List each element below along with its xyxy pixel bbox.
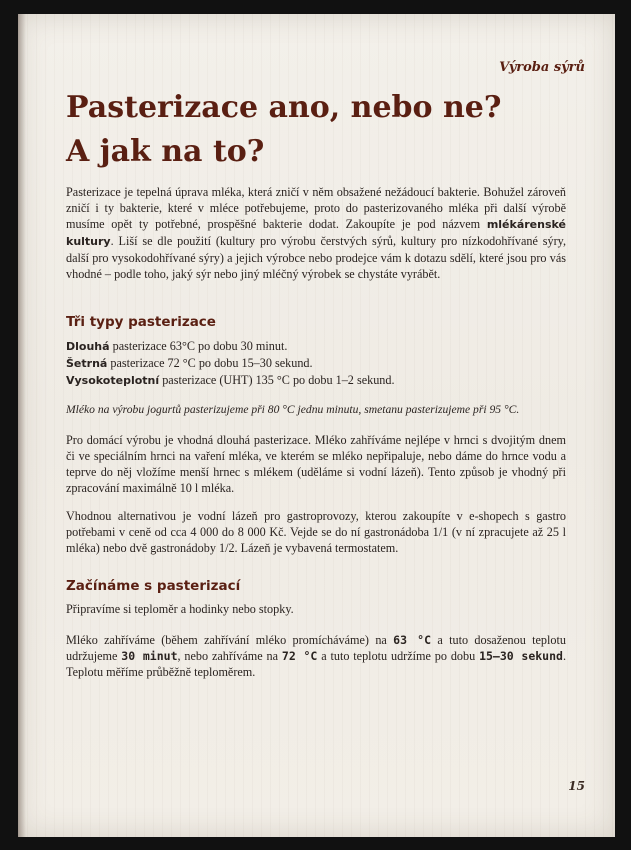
home-production-paragraph: Pro domácí výrobu je vhodná dlouhá pasterizace. Mléko zahříváme nejlépe v hrnci s dvojitým dnem či ve speciálním hrnci na vaření mléka, ve kterém se mléko nepřipaluje, nebo dáme do hrnce vodu a teprve do něj vložíme menší hrnec s mlékem (uděláme si vodní lázeň). Tento způsob je vhodný při zpracování maximálně 10 l mléka.	[66, 433, 566, 495]
running-head: Výroba sýrů	[499, 60, 585, 75]
heat-text-a: Mléko zahříváme (během zahřívání mléko promícháváme) na	[66, 633, 394, 647]
book-page	[18, 14, 615, 837]
title-line-2: A jak na to?	[66, 134, 265, 169]
temp-63: 63 °C	[393, 633, 432, 647]
type-text: pasterizace 63°C po dobu 30 minut.	[109, 339, 288, 353]
section-heading-types: Tři typy pasterizace	[66, 314, 216, 330]
list-item	[66, 372, 566, 389]
alternative-paragraph: Vhodnou alternativou je vodní lázeň pro gastroprovozy, kterou zakoupíte v e-shopech s gastro potřebami v ceně od cca 4 000 do 8 000 Kč. Vejde se do ní gastronádoba 1/1 (v ní zpracujete až 25 l mléka) nebo dvě gastronádoby 1/2. Lázeň je vybavená termostatem.	[66, 509, 566, 555]
type-label: Dlouhá	[66, 340, 110, 353]
page-number: 15	[568, 779, 585, 793]
yogurt-note: Mléko na výrobu jogurtů pasterizujeme při 80 °C jednu minutu, smetanu pasterizujeme při 95 °C.	[66, 403, 520, 416]
list-item	[66, 355, 566, 372]
type-text: pasterizace (UHT) 135 °C po dobu 1–2 sekund.	[159, 373, 395, 387]
intro-text-a: Pasterizace je tepelná úprava mléka, která zničí v něm obsažené nežádoucí bakterie. Bohužel zároveň zničí i ty bakterie, které v mléce potřebujeme, proto do pasterizovaného mléka při další výrobě musíme opět ty potřebné, prospěšné bakterie dodat. Zakoupíte je pod názvem	[66, 185, 566, 231]
intro-bold-term: mlékárenské kultury	[66, 218, 566, 248]
heating-paragraph	[66, 632, 566, 680]
type-text: pasterizace 72 °C po dobu 15–30 sekund.	[107, 356, 313, 370]
title-line-1: Pasterizace ano, nebo ne?	[66, 90, 502, 125]
duration-15-30s: 15–30 sekund	[479, 649, 563, 663]
page-gutter-shadow	[18, 14, 26, 837]
prepare-paragraph: Připravíme si teploměr a hodinky nebo stopky.	[66, 602, 294, 616]
pasteurization-types-list	[66, 338, 566, 389]
heat-text-d: , nebo zahříváme na	[177, 649, 282, 663]
duration-30min: 30 minut	[121, 649, 178, 663]
heat-text-e: a tuto teplotu udržíme po dobu	[317, 649, 480, 663]
heat-text-c: a tuto dosaženou teplotu udržujeme	[66, 633, 566, 663]
list-item	[66, 338, 566, 355]
intro-text-b: . Liší se dle použití (kultury pro výrobu čerstvých sýrů, kultury pro nízkodohřívané sýry, další pro vysokodohřívané sýry) a jejich výrobce nebo prodejce vám k dotazu sdělí, které jsou pro vás vhodné – podle toho, jaký sýr nebo jiný mléčný výrobek se chystáte vyrábět.	[66, 234, 566, 281]
page-title	[66, 86, 586, 174]
heat-text-f: . Teplotu měříme průběžně teploměrem.	[66, 649, 567, 679]
temp-72: 72 °C	[281, 649, 318, 663]
intro-paragraph	[66, 184, 566, 282]
section-heading-start: Začínáme s pasterizací	[66, 578, 241, 594]
type-label: Šetrná	[66, 357, 108, 370]
type-label: Vysokoteplotní	[66, 374, 160, 387]
